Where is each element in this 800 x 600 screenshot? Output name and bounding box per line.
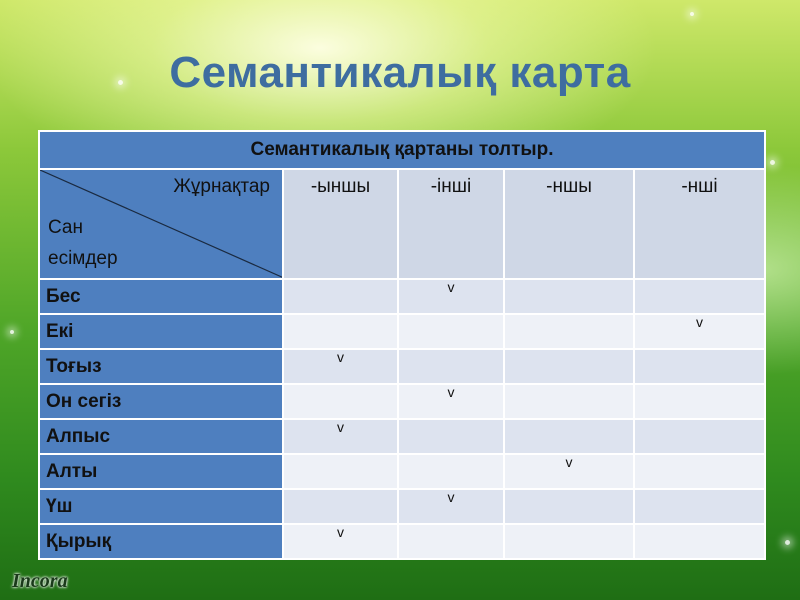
mark-cell (504, 314, 634, 349)
row-label: Екі (39, 314, 283, 349)
table-row (39, 279, 765, 314)
mark-cell: v (634, 314, 765, 349)
mark-cell (283, 454, 398, 489)
mark-cell (398, 314, 504, 349)
sparkle-decoration (690, 12, 694, 16)
table-row (39, 454, 765, 489)
row-label: Алты (39, 454, 283, 489)
table-row (39, 524, 765, 559)
mark-cell: v (283, 349, 398, 384)
table-row (39, 419, 765, 454)
sparkle-decoration (10, 330, 14, 334)
semantic-map-table (38, 130, 766, 560)
mark-cell (504, 419, 634, 454)
mark-cell (283, 384, 398, 419)
corner-numerals-label (48, 212, 118, 274)
mark-cell (504, 279, 634, 314)
sparkle-decoration (770, 160, 775, 165)
mark-cell (634, 279, 765, 314)
column-header: -нші (634, 169, 765, 279)
table-row (39, 384, 765, 419)
mark-cell (634, 349, 765, 384)
mark-cell: v (283, 524, 398, 559)
mark-cell (283, 489, 398, 524)
mark-cell (504, 489, 634, 524)
mark-cell (398, 454, 504, 489)
mark-cell (398, 524, 504, 559)
mark-cell (398, 349, 504, 384)
column-header: -ншы (504, 169, 634, 279)
mark-cell (634, 524, 765, 559)
corner-suffixes-label: Жұрнақтар (173, 176, 270, 197)
mark-cell (504, 349, 634, 384)
row-label: Қырық (39, 524, 283, 559)
incora-logo: Incora (12, 570, 68, 592)
mark-cell: v (398, 384, 504, 419)
column-header: -інші (398, 169, 504, 279)
corner-numerals-line-1: Сан (48, 217, 83, 238)
mark-cell (398, 419, 504, 454)
mark-cell (283, 279, 398, 314)
table-row (39, 314, 765, 349)
mark-cell: v (283, 419, 398, 454)
mark-cell (634, 419, 765, 454)
mark-cell: v (398, 489, 504, 524)
slide-title: Семантикалық карта (169, 48, 631, 97)
mark-cell (634, 454, 765, 489)
mark-cell: v (398, 279, 504, 314)
row-label: Тоғыз (39, 349, 283, 384)
mark-cell (504, 524, 634, 559)
mark-cell (504, 384, 634, 419)
mark-cell: v (504, 454, 634, 489)
table-caption: Семантикалық қартаны толтыр. (39, 131, 765, 169)
table-row (39, 349, 765, 384)
row-label: Бес (39, 279, 283, 314)
row-label: Үш (39, 489, 283, 524)
mark-cell (634, 489, 765, 524)
row-label: Алпыс (39, 419, 283, 454)
row-label: Он сегіз (39, 384, 283, 419)
corner-header-cell (39, 169, 283, 279)
column-header: -ыншы (283, 169, 398, 279)
sparkle-decoration (785, 540, 790, 545)
corner-numerals-line-2: есімдер (48, 248, 118, 269)
mark-cell (283, 314, 398, 349)
mark-cell (634, 384, 765, 419)
table-row (39, 489, 765, 524)
